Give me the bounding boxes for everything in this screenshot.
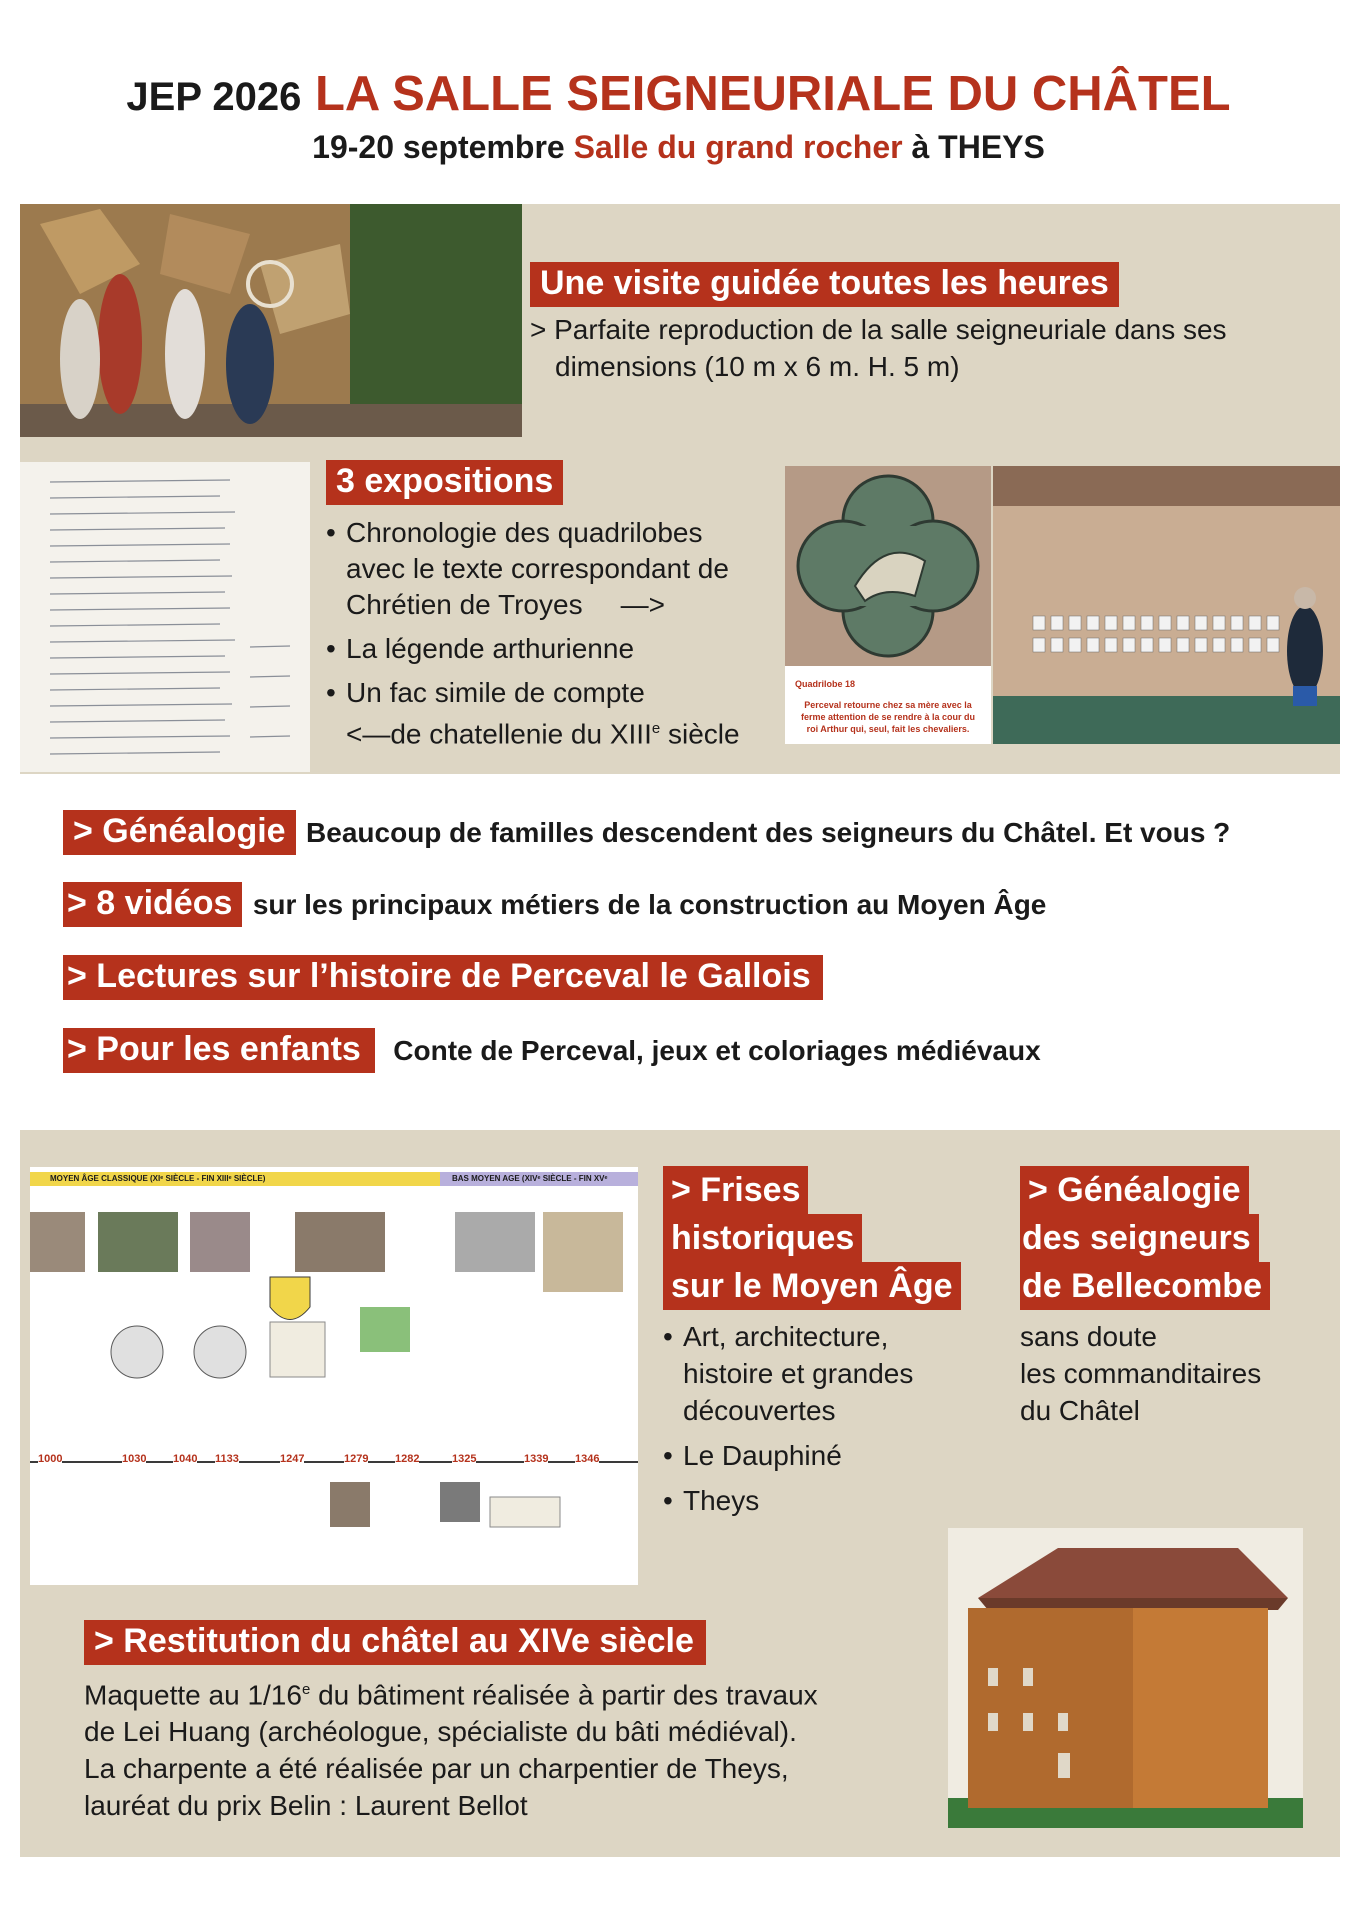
- genealogy-text-line2: les commanditaires: [1020, 1358, 1262, 1389]
- expos-item-2: • La légende arthurienne: [326, 631, 786, 667]
- frise-year: 1133: [215, 1453, 239, 1465]
- activity-tag-enfants: > Pour les enfants: [63, 1028, 375, 1073]
- expos-block: [326, 460, 786, 752]
- frises-item-3: • Theys: [663, 1482, 1003, 1519]
- restitution-line3: La charpente a été réalisée par un charpentier de Theys,: [84, 1753, 789, 1785]
- event-at: à: [911, 129, 930, 165]
- activity-text-genealogie: Beaucoup de familles descendent des seigneurs du Châtel. Et vous ?: [306, 817, 1231, 848]
- frises-item-3-line1: Theys: [683, 1485, 760, 1516]
- activity-row-1: [63, 810, 1230, 855]
- frise-band-right: BAS MOYEN AGE (XIVᵉ SIÈCLE - FIN XVᵉ: [440, 1172, 638, 1186]
- event-venue: Salle du grand rocher: [573, 129, 903, 165]
- activity-row-2: [63, 882, 1046, 927]
- activity-tag-lectures: > Lectures sur l’histoire de Perceval le Gallois: [63, 955, 823, 1000]
- activity-tag-genealogie: > Généalogie: [63, 810, 296, 855]
- expos-list: [326, 515, 786, 752]
- activity-row-4: [63, 1028, 1041, 1073]
- genealogy-heading-line1: > Généalogie: [1020, 1166, 1249, 1214]
- genealogy-heading-line2: des seigneurs: [1020, 1214, 1259, 1262]
- genealogy-block: [1020, 1166, 1330, 1429]
- quadrilobe-card: [785, 466, 991, 744]
- visit-heading: Une visite guidée toutes les heures: [530, 262, 1119, 307]
- exhibition-art: [993, 466, 1340, 744]
- genealogy-text-line1: sans doute: [1020, 1321, 1157, 1352]
- activity-tag-videos: > 8 vidéos: [63, 882, 242, 927]
- manuscript-lines: [20, 462, 310, 772]
- frises-item-1: • Art, architecture, histoire et grandes découvertes: [663, 1318, 1003, 1429]
- frises-item-2-line1: Le Dauphiné: [683, 1440, 842, 1471]
- frise-year: 1282: [395, 1453, 420, 1465]
- manuscript-image: [20, 462, 310, 772]
- frise-year: 1279: [344, 1453, 369, 1465]
- frise-year: 1247: [280, 1453, 305, 1465]
- quadrilobe-text: Perceval retourne chez sa mère avec la ferme attention de se rendre à la cour du roi Arthur qui, seul, fait les chevaliers.: [800, 700, 976, 734]
- restitution-line2: de Lei Huang (archéologue, spécialiste du bâti médiéval).: [84, 1716, 797, 1748]
- frise-year: 1030: [122, 1453, 147, 1465]
- frise-years: [30, 1453, 638, 1471]
- frises-heading: [663, 1166, 1003, 1310]
- frise-timeline: [30, 1167, 638, 1585]
- frise-year: 1325: [452, 1453, 477, 1465]
- event-dates: 19-20 septembre: [312, 129, 565, 165]
- frises-heading-line3: sur le Moyen Âge: [663, 1262, 961, 1310]
- frises-block: [663, 1166, 1003, 1519]
- frises-item-1-line1: Art, architecture,: [683, 1321, 889, 1352]
- model-photo: [948, 1528, 1303, 1828]
- title-prefix: JEP 2026: [126, 75, 302, 119]
- genealogy-heading: [1020, 1166, 1330, 1310]
- restitution-heading: > Restitution du châtel au XIVe siècle: [84, 1620, 706, 1665]
- frise-year: 1339: [524, 1453, 549, 1465]
- exhibition-photo: [993, 466, 1340, 744]
- quadrilobe-caption: Quadrilobe 18: [795, 679, 856, 689]
- title-main: LA SALLE SEIGNEURIALE DU CHÂTEL: [315, 67, 1231, 121]
- visit-block: [530, 262, 1330, 385]
- activity-text-videos: sur les principaux métiers de la construction au Moyen Âge: [252, 889, 1047, 920]
- frise-year: 1040: [173, 1453, 198, 1465]
- genealogy-text: [1020, 1318, 1330, 1429]
- frise-year: 1000: [38, 1453, 63, 1465]
- frises-list: [663, 1318, 1003, 1519]
- frises-item-2: • Le Dauphiné: [663, 1437, 1003, 1474]
- expos-item-3-line2: <—de chatellenie du XIIIe siècle: [346, 718, 740, 750]
- page-subtitle: [0, 129, 1357, 166]
- expos-heading: 3 expositions: [326, 460, 563, 505]
- expos-item-3-line1: Un fac simile de compte: [346, 677, 645, 708]
- expos-item-3: • Un fac simile de compte <—de chatellenie du XIIIe siècle: [326, 675, 786, 752]
- frise-band-left: MOYEN ÂGE CLASSIQUE (XIᵉ SIÈCLE - FIN XIIIᵉ SIÈCLE): [30, 1172, 440, 1186]
- model-art: [948, 1528, 1303, 1828]
- visit-text-line2: dimensions (10 m x 6 m. H. 5 m): [555, 351, 960, 382]
- expos-item-1: • Chronologie des quadrilobes avec le texte correspondant de Chrétien de Troyes —>: [326, 515, 786, 623]
- activity-row-3: [63, 955, 823, 1000]
- genealogy-heading-line3: de Bellecombe: [1020, 1262, 1270, 1310]
- visit-photo-art: [20, 204, 522, 437]
- activity-text-enfants: Conte de Perceval, jeux et coloriages médiévaux: [393, 1035, 1041, 1066]
- frises-heading-line1: > Frises: [663, 1166, 808, 1214]
- expos-item-1-line2: avec le texte correspondant de: [346, 553, 729, 584]
- genealogy-text-line3: du Châtel: [1020, 1395, 1140, 1426]
- frises-item-1-line2: histoire et grandes: [683, 1358, 914, 1389]
- restitution-line4: lauréat du prix Belin : Laurent Bellot: [84, 1790, 528, 1822]
- event-town: THEYS: [938, 129, 1045, 165]
- expos-item-1-line3: Chrétien de Troyes —>: [346, 589, 665, 620]
- frises-heading-line2: historiques: [663, 1214, 862, 1262]
- restitution-line1: Maquette au 1/16e du bâtiment réalisée à partir des travaux: [84, 1679, 818, 1711]
- expos-item-1-line1: Chronologie des quadrilobes: [346, 517, 703, 548]
- expos-item-2-line1: La légende arthurienne: [346, 633, 635, 664]
- page-header: [0, 66, 1357, 166]
- quadrilobe-art: [785, 466, 991, 666]
- frise-year: 1346: [575, 1453, 600, 1465]
- restitution-block: [84, 1620, 924, 1824]
- visit-photo: [20, 204, 522, 437]
- frises-item-1-line3: découvertes: [683, 1395, 836, 1426]
- frise-art: [30, 1167, 638, 1585]
- visit-text-line1: > Parfaite reproduction de la salle seigneuriale dans ses: [530, 314, 1227, 345]
- page-title: [0, 66, 1357, 125]
- restitution-text: [84, 1671, 924, 1824]
